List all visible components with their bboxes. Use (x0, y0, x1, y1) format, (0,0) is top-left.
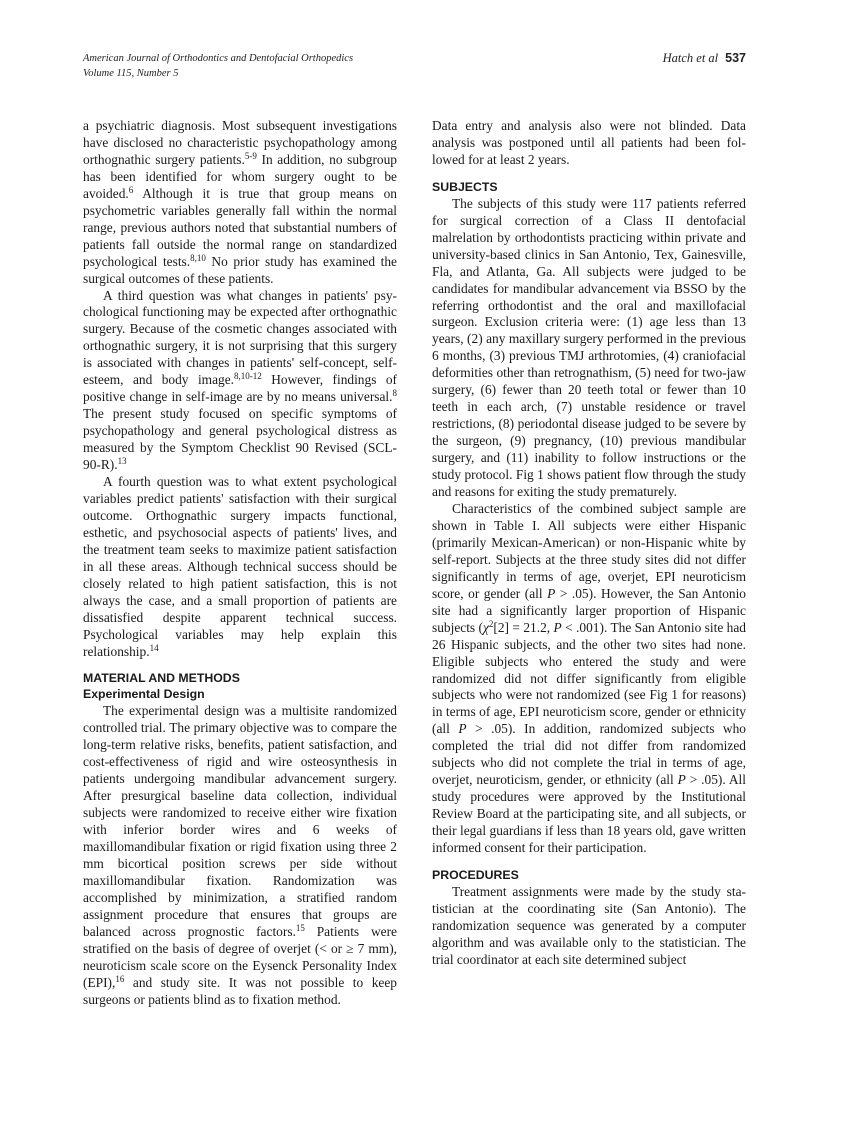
left-column (83, 118, 397, 1009)
section-heading-subjects: SUBJECTS (432, 179, 498, 194)
paragraph-subjects-criteria: The subjects of this study were 117 patients referred for surgical correction of a Class II dentofacial malrelation by orthodontists practicing within private and university-based clinics in San Antonio, Tex, Gainesville, Fla, and Atlanta, Ga. All subjects were judged to be candidates for mandibular advancement via BSSO by the referring orthodontist and the oral and maxillofacial surgeon. Exclusion criteria were: (1) age less than 13 years, (2) any maxillary surgery performed in the previous 6 months, (3) previous TMJ arthrotomies, (4) craniofacial deformities other than retrognathism, (5) need for two-jaw surgery, (6) fewer than 20 teeth total or fewer than 10 teeth in each arch, (7) unstable residence or travel restrictions, (8) periodontal disease judged to be severe by the surgeon, (9) pregnancy, (10) previous mandibular surgery, and (11) inability to follow instructions or the study protocol. Fig 1 shows patient flow through the study and reasons for exiting the study prematurely. (432, 195, 746, 500)
right-column (432, 118, 746, 969)
paragraph-third-question: A third question was what changes in patients' psychological functioning may be expected after orthognathic surgery. Because of the cosmetic changes associated with orthognathic surgery, it is not surprising that this surgery is associated with changes in patients' self-concept, self-esteem, and body image.$^{8,10-12}$ However, findings of positive change in self-image are by no means universal.$^8$ The present study focused on specific symptoms of psychopathology and general psychological distress as measured by the Symptom Checklist 90 Revised (SCL-90-R).$^{13}$ (83, 287, 398, 473)
paragraph-experimental-design: The experimental design was a multisite randomized controlled trial. The primary objective was to compare the long-term relative risks, benefits, patient satisfaction, and cost-effectiveness of rigid and wire osteosynthesis in patients undergoing mandibular advancement surgery. After presurgical baseline data collection, individual subjects were randomized to receive either wire fixation with inferior border wires and 6 weeks of maxillomandibular fixation or rigid fixation using three 2 mm bicortical position screws per side without maxillomandibular fixation. Randomization was accomplished by minimization, a stratified random assignment procedure that ensures that groups are balanced across prognostic factors.$^{15}$ Patients were stratified on the basis of degree of overjet (< or ≥ 7 mm), neuroticism scale score on the Eysenck Personality Index (EPI),$^{16}$ and study site. It was not possible to keep surgeons or patients blind as to fixation method. (83, 703, 397, 1007)
running-head (83, 51, 746, 83)
citation-ref: 8 (392, 388, 397, 399)
paragraph-data-blinding: Data entry and analysis also were not blinded. Data analysis was postponed until all patients had been followed for at least 2 years. (432, 118, 746, 167)
paragraph-fourth-question: A fourth question was to what extent psychological variables predict patients' satisfaction with their surgical outcome. Orthognathic surgery impacts functional, esthetic, and psychosocial aspects of patients' lives, and the treatment team seeks to maximize patient satisfaction in all these areas. Although technical success should be closely related to high patient satisfaction, this is not always the case, and a small proportion of patients are dissatisfied despite apparent technical success. Psychological variables may help explain this relationship.$^{14}$ (83, 474, 397, 659)
subsection-heading-experimental-design: Experimental Design (83, 687, 205, 702)
paragraph-subject-characteristics: Characteristics of the combined subject sample are shown in Table I. All subjects were either Hispanic (primarily Mexican-American) or non-Hispanic white by self-report. Subjects at the three study sites did not differ significantly in terms of age, overjet, EPI neuroticism score, or gender (all P > .05). However, the San Antonio site had a significantly larger proportion of Hispanic subjects ($\chi^2[2] = 21.2$, P < .001). The San Antonio site had 26 Hispanic subjects, and the other two sites had none. Eligible subjects who entered the study and were randomized did not differ significantly from eligible subjects who were not randomized (see Fig 1 for reasons) in terms of age, EPI neuroticism score, gender or ethnicity (all P > .05). In addition, randomized subjects who completed the trial did not differ from randomized subjects who did not complete the trial in terms of age, overjet, neuroticism, gender, or ethnicity (all P > .05). All study procedures were approved by the Institutional Review Board at the participating site, and all subjects, or their legal guardians if less than 18 years old, gave written informed consent for their participation. (432, 500, 746, 856)
citation-ref: 14 (149, 642, 159, 653)
citation-ref: 15 (295, 922, 305, 933)
paragraph-psychiatric-diagnosis: a psychiatric diagnosis. Most subsequent investigations have disclosed no characteristic psychopathology among orthognathic surgery patients.$^{5-9}$ In addition, no subgroup has been identified for whom surgery ought to be avoided.$^6$ Although it is true that group means on psychometric variables generally fall within the normal range, previous authors noted that substantial numbers of patients fall outside the normal range on standardized psychological tests.$^{8,10}$ No prior study has examined the surgical outcomes of these patients. (83, 118, 397, 286)
section-heading-procedures: PROCEDURES (432, 867, 519, 882)
journal-citation (83, 51, 353, 81)
page-number: 537 (725, 51, 746, 65)
running-authors: Hatch et al (662, 51, 719, 65)
journal-title: American Journal of Orthodontics and Dentofacial Orthopedics (83, 53, 354, 64)
paragraph-procedures: Treatment assignments were made by the study statistician at the coordinating site (San Antonio). The randomization sequence was generated by a computer algorithm and was available only to the statistician. The trial coordinator at each site determined subject (432, 883, 746, 967)
journal-volume: Volume 115, Number 5 (83, 68, 179, 79)
spacer (432, 169, 746, 179)
citation-ref: 8,10-12 (234, 371, 262, 382)
citation-ref: 5-9 (244, 150, 257, 161)
citation-ref: 16 (115, 973, 125, 984)
citation-ref: 8,10 (190, 252, 206, 263)
author-page-label (663, 51, 746, 66)
citation-ref: 13 (117, 456, 127, 467)
citation-ref: 6 (128, 184, 134, 195)
spacer (432, 857, 746, 867)
section-heading-material-methods: MATERIAL AND METHODS (83, 670, 240, 685)
spacer (83, 661, 397, 670)
